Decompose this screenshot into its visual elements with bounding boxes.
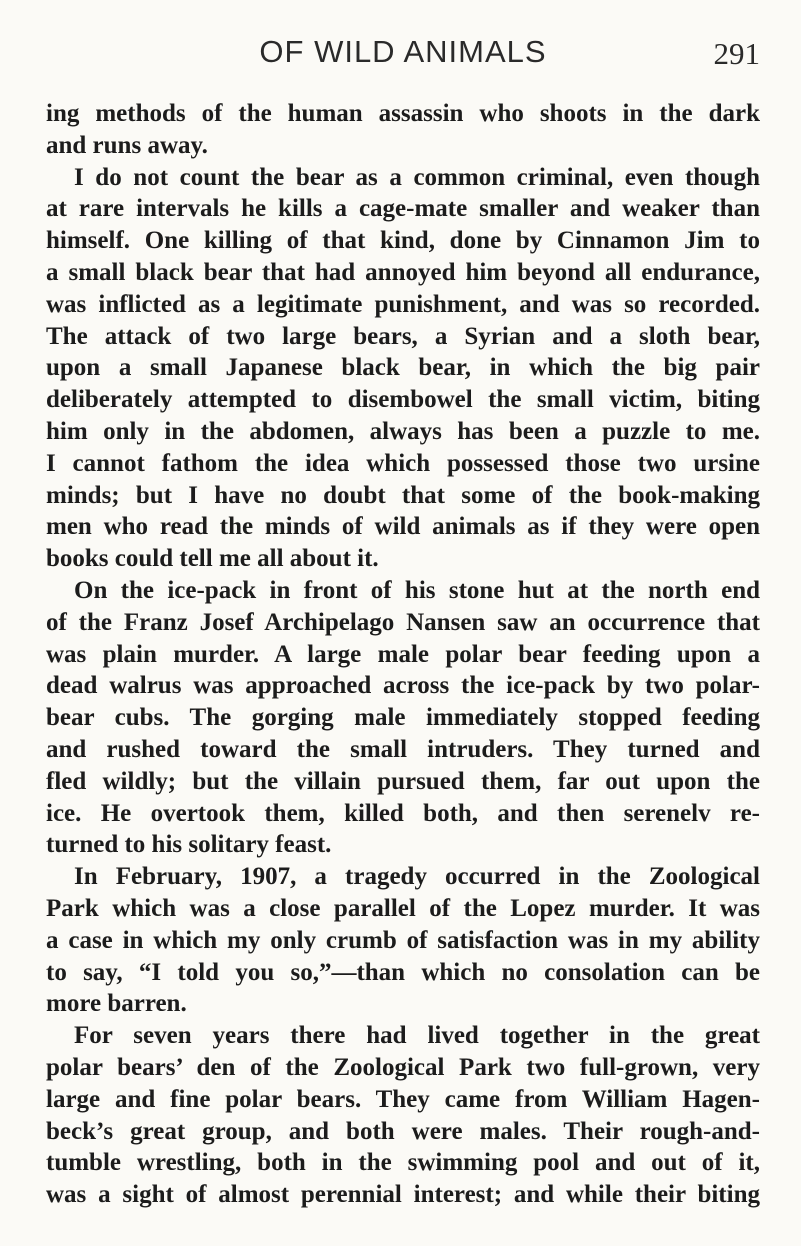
text-line: himself. One killing of that kind, done by Cinnamon Jim to xyxy=(46,227,760,255)
text-line: and rushed toward the small intruders. They turned and xyxy=(46,735,760,763)
text-line: a small black bear that had annoyed him beyond all endurance, xyxy=(46,258,760,286)
running-head xyxy=(46,30,760,78)
text-line: minds; but I have no doubt that some of the book-making xyxy=(46,481,760,509)
book-page xyxy=(46,30,760,1211)
text-line: ing methods of the human assassin who shoots in the dark xyxy=(46,100,760,127)
page-number: 291 xyxy=(713,36,760,71)
text-line: large and fine polar bears. They came from William Hagen- xyxy=(46,1085,760,1113)
text-line: was a sight of almost perennial interest; and while their biting xyxy=(46,1181,760,1209)
running-title: OF WILD ANIMALS xyxy=(259,34,547,69)
text-line: men who read the minds of wild animals as if they were open xyxy=(46,513,760,541)
text-line: polar bears’ den of the Zoological Park two full-grown, very xyxy=(46,1053,760,1081)
text-line: at rare intervals he kills a cage-mate smaller and weaker than xyxy=(46,195,760,223)
text-line: bear cubs. The gorging male immediately stopped feeding xyxy=(46,704,760,732)
text-line: of the Franz Josef Archipelago Nansen saw an occurrence that xyxy=(46,608,760,636)
text-line: dead walrus was approached across the ice-pack by two polar- xyxy=(46,672,760,700)
text-line: more barren. xyxy=(46,990,187,1018)
text-line: a case in which my only crumb of satisfaction was in my ability xyxy=(46,926,760,954)
text-line: ice. He overtook them, killed both, and then serenelv re- xyxy=(46,799,760,827)
text-line: I cannot fathom the idea which possessed those two ursine xyxy=(46,449,760,477)
text-line: was inflicted as a legitimate punishment, and was so recorded. xyxy=(46,290,760,318)
text-line: On the ice-pack in front of his stone hut at the north end xyxy=(74,576,760,604)
text-line: I do not count the bear as a common criminal, even though xyxy=(74,163,760,191)
text-line: Park which was a close parallel of the Lopez murder. It was xyxy=(46,894,760,922)
text-line: upon a small Japanese black bear, in which the big pair xyxy=(46,354,760,382)
text-line: In February, 1907, a tragedy occurred in the Zoological xyxy=(74,863,760,891)
text-line: books could tell me all about it. xyxy=(46,545,379,573)
text-line: and runs away. xyxy=(46,131,208,159)
text-line: to say, “I told you so,”—than which no consolation can be xyxy=(46,958,760,986)
text-line: him only in the abdomen, always has been a puzzle to me. xyxy=(46,417,760,445)
text-line: tumble wrestling, both in the swimming pool and out of it, xyxy=(46,1149,760,1177)
body-text xyxy=(46,98,760,1211)
text-line: For seven years there had lived together in the great xyxy=(74,1022,760,1050)
text-line: The attack of two large bears, a Syrian and a sloth bear, xyxy=(46,322,760,350)
text-line: was plain murder. A large male polar bear feeding upon a xyxy=(46,640,760,668)
text-line: turned to his solitary feast. xyxy=(46,831,332,859)
text-line: fled wildly; but the villain pursued them, far out upon the xyxy=(46,767,760,795)
text-line: beck’s great group, and both were males. Their rough-and- xyxy=(46,1117,760,1145)
text-line: deliberately attempted to disembowel the small victim, biting xyxy=(46,386,760,414)
